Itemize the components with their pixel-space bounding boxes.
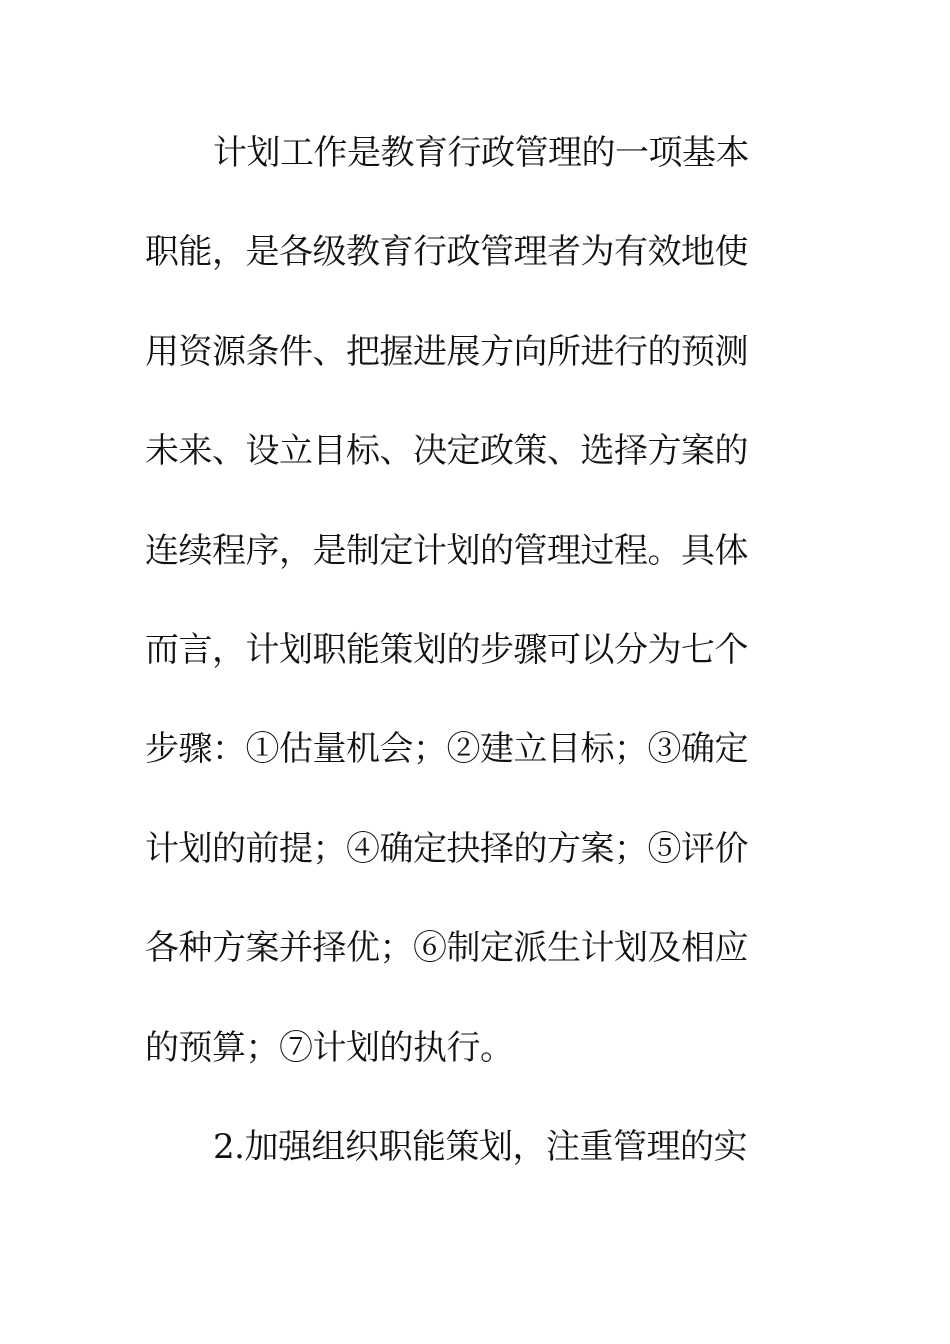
text-line: 的预算；⑦计划的执行。 <box>145 1028 514 1068</box>
text-line: 用资源条件、把握进展方向所进行的预测 <box>145 332 748 372</box>
text-line: 未来、设立目标、决定政策、选择方案的 <box>145 431 748 471</box>
text-line: 职能，是各级教育行政管理者为有效地使 <box>145 232 748 272</box>
text-line: 计划的前提；④确定抉择的方案；⑤评价 <box>145 829 748 869</box>
text-line: 计划工作是教育行政管理的一项基本 <box>213 133 749 173</box>
text-line: 连续程序，是制定计划的管理过程。具体 <box>145 531 748 571</box>
text-line: 步骤：①估量机会；②建立目标；③确定 <box>145 729 748 769</box>
text-line: 各种方案并择优；⑥制定派生计划及相应 <box>145 928 748 968</box>
text-line: 2.加强组织职能策划，注重管理的实 <box>213 1127 747 1167</box>
text-line: 而言，计划职能策划的步骤可以分为七个 <box>145 630 748 670</box>
